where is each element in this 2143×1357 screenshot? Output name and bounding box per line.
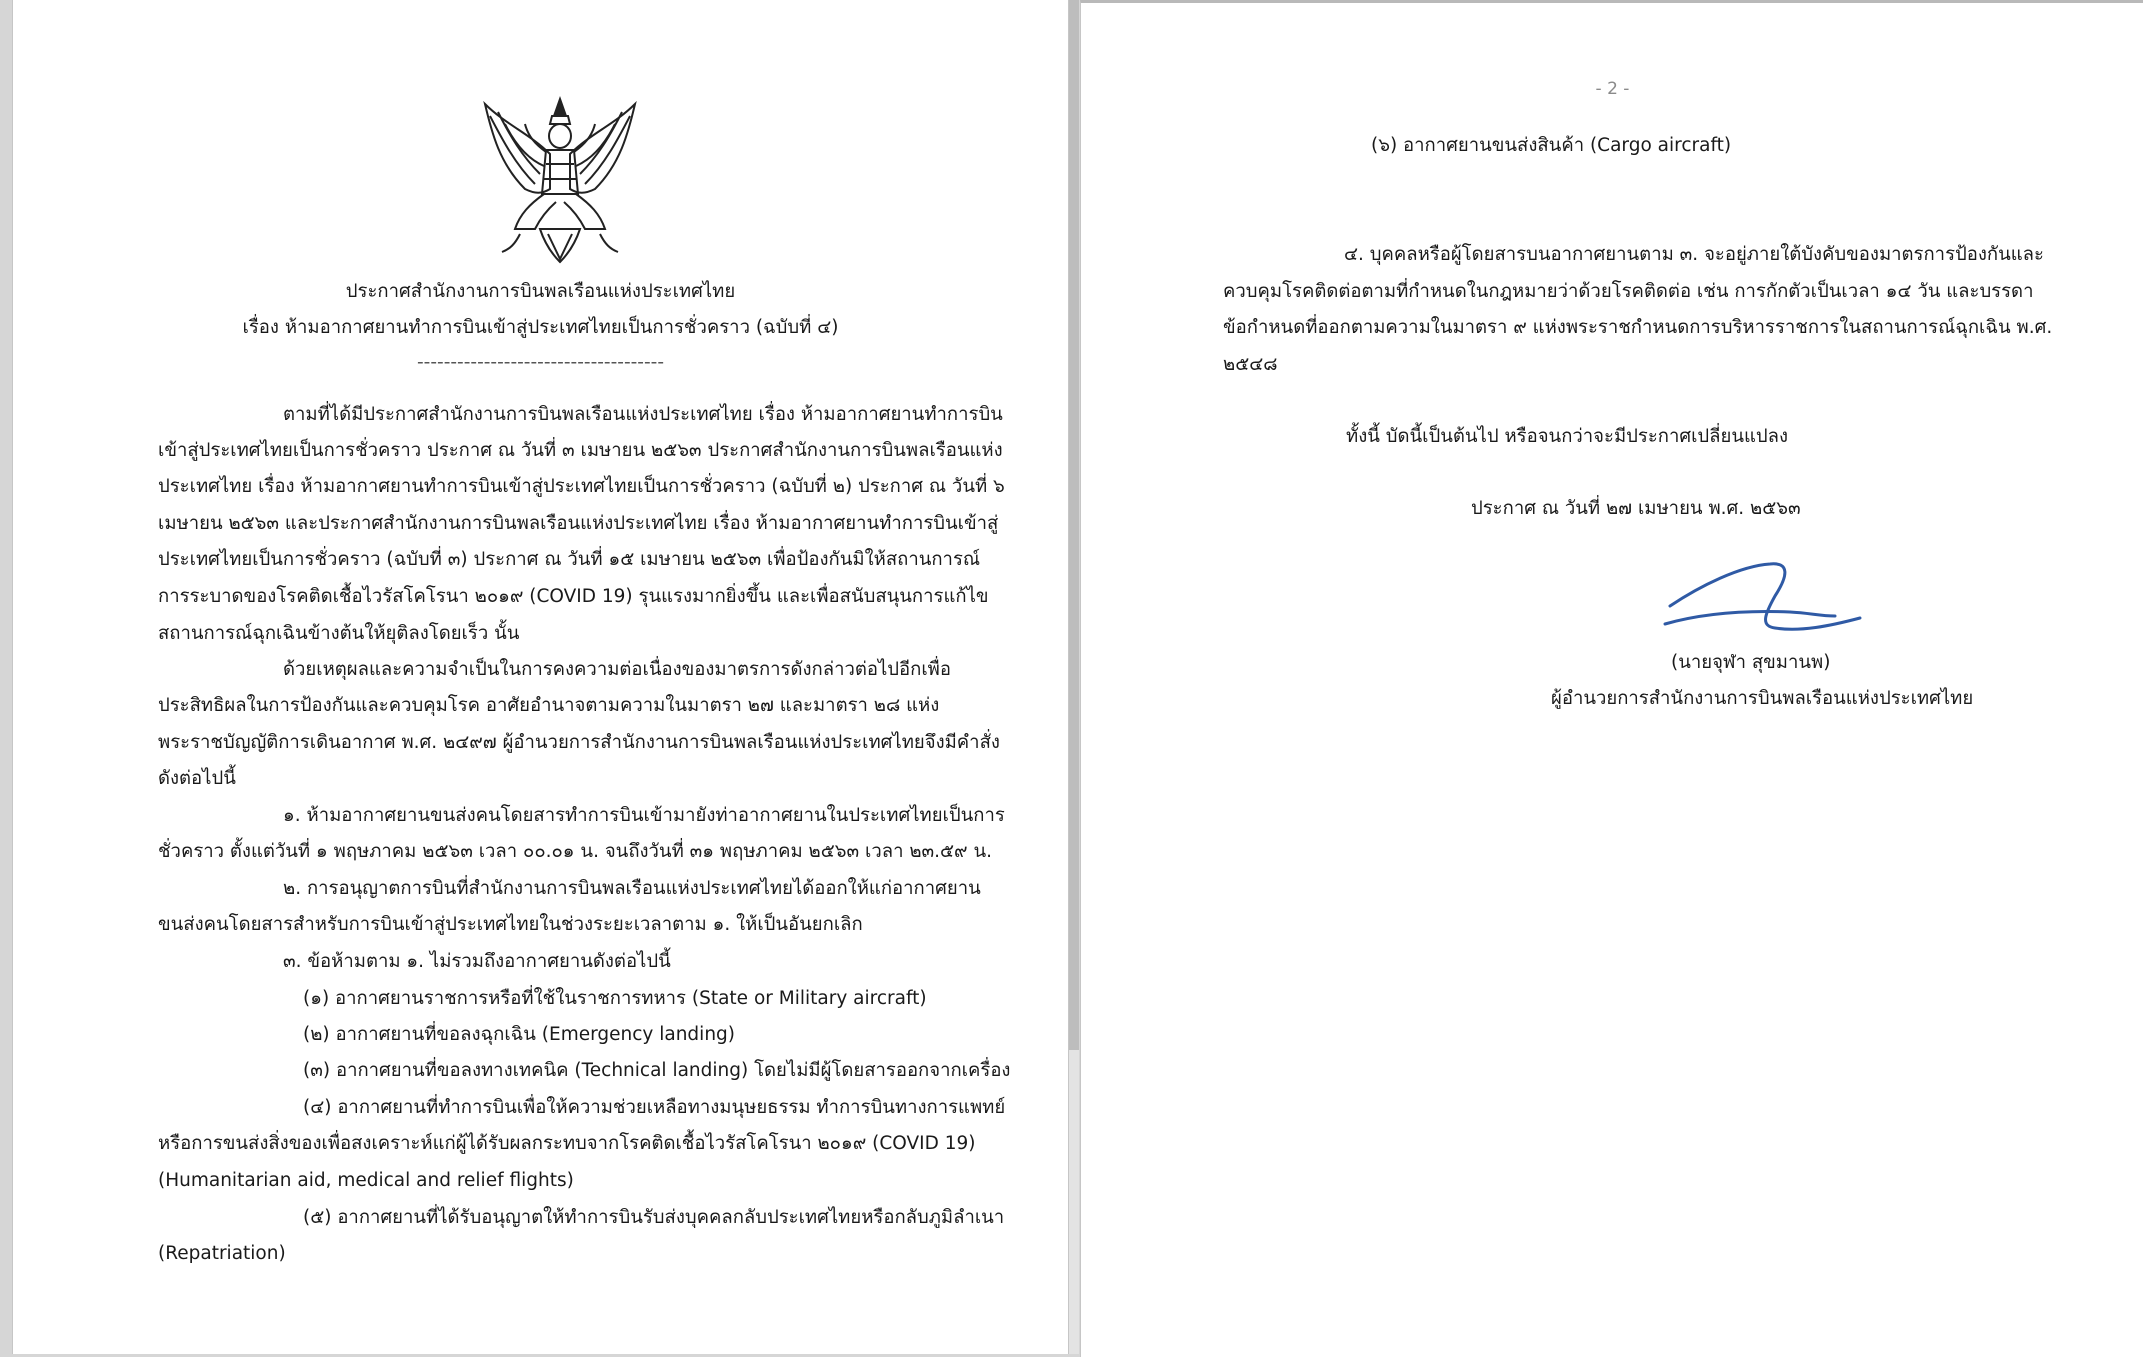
announcement-subject: เรื่อง ห้ามอากาศยานทำการบินเข้าสู่ประเทศไทยเป็นการชั่วคราว (ฉบับที่ ๔) — [242, 317, 839, 338]
body-line: ข้อกำหนดที่ออกตามความในมาตรา ๙ แห่งพระราชกำหนดการบริหารราชการในสถานการณ์ฉุกเฉิน พ.ศ. — [1223, 317, 2053, 338]
clause-2: ๒. การอนุญาตการบินที่สำนักงานการบินพลเรือนแห่งประเทศไทยได้ออกให้แก่อากาศยาน — [283, 878, 981, 899]
body-line: ตามที่ได้มีประกาศสำนักงานการบินพลเรือนแห่งประเทศไทย เรื่อง ห้ามอากาศยานทำการบิน — [283, 404, 1003, 425]
body-line: หรือการขนส่งสิ่งของเพื่อสงเคราะห์แก่ผู้ได้รับผลกระทบจากโรคติดเชื้อไวรัสโคโรนา ๒๐๑๙ (COVID 19) — [158, 1133, 976, 1154]
effective-clause: ทั้งนี้ บัดนี้เป็นต้นไป หรือจนกว่าจะมีประกาศเปลี่ยนแปลง — [1346, 426, 1789, 447]
announcement-date: ประกาศ ณ วันที่ ๒๗ เมษายน พ.ศ. ๒๕๖๓ — [1471, 498, 1801, 519]
document-page-1 — [12, 0, 1069, 1354]
exemption-item: (๒) อากาศยานที่ขอลงฉุกเฉิน (Emergency landing) — [303, 1024, 736, 1045]
body-line: สถานการณ์ฉุกเฉินข้างต้นให้ยุติลงโดยเร็ว นั้น — [158, 623, 520, 644]
exemption-item: (๑) อากาศยานราชการหรือที่ใช้ในราชการทหาร (State or Military aircraft) — [303, 988, 927, 1009]
body-line: ดังต่อไปนี้ — [158, 768, 236, 789]
exemption-item: (๓) อากาศยานที่ขอลงทางเทคนิค (Technical landing) โดยไม่มีผู้โดยสารออกจากเครื่อง — [303, 1060, 1011, 1081]
body-line: เมษายน ๒๕๖๓ และประกาศสำนักงานการบินพลเรือนแห่งประเทศไทย เรื่อง ห้ามอากาศยานทำการบินเข้าสู่ — [158, 513, 999, 534]
scrollbar-track[interactable] — [1068, 1050, 1079, 1354]
exemption-item: (๕) อากาศยานที่ได้รับอนุญาตให้ทำการบินรับส่งบุคคลกลับประเทศไทยหรือกลับภูมิลำเนา — [303, 1207, 1005, 1228]
signatory-position: ผู้อำนวยการสำนักงานการบินพลเรือนแห่งประเทศไทย — [1551, 688, 1974, 709]
body-line: (Repatriation) — [158, 1243, 286, 1264]
page-number: - 2 - — [1595, 79, 1630, 99]
exemption-item: (๔) อากาศยานที่ทำการบินเพื่อให้ความช่วยเหลือทางมนุษยธรรม ทำการบินทางการแพทย์ — [303, 1097, 1006, 1118]
body-line: ๒๕๔๘ — [1223, 354, 1278, 375]
body-line: ชั่วคราว ตั้งแต่วันที่ ๑ พฤษภาคม ๒๕๖๓ เวลา ๐๐.๐๑ น. จนถึงวันที่ ๓๑ พฤษภาคม ๒๕๖๓ เวลา ๒๓.๕๙ น. — [158, 841, 993, 862]
exemption-item: (๖) อากาศยานขนส่งสินค้า (Cargo aircraft) — [1371, 135, 1732, 156]
signature-icon — [1660, 556, 1870, 646]
body-line: พระราชบัญญัติการเดินอากาศ พ.ศ. ๒๔๙๗ ผู้อำนวยการสำนักงานการบินพลเรือนแห่งประเทศไทยจึงมีคำสั่ง — [158, 732, 1000, 753]
announcement-title: ประกาศสำนักงานการบินพลเรือนแห่งประเทศไทย — [345, 281, 736, 302]
clause-3: ๓. ข้อห้ามตาม ๑. ไม่รวมถึงอากาศยานดังต่อไปนี้ — [283, 951, 671, 972]
body-line: ด้วยเหตุผลและความจำเป็นในการคงความต่อเนื่องของมาตรการดังกล่าวต่อไปอีกเพื่อ — [283, 659, 951, 680]
body-line: (Humanitarian aid, medical and relief flights) — [158, 1170, 574, 1191]
title-divider: ------------------------------------- — [417, 352, 664, 373]
document-page-2 — [1080, 0, 2143, 1357]
body-line: ขนส่งคนโดยสารสำหรับการบินเข้าสู่ประเทศไทยในช่วงระยะเวลาตาม ๑. ให้เป็นอันยกเลิก — [158, 914, 863, 935]
garuda-emblem-icon — [479, 94, 641, 264]
body-line: ประเทศไทยเป็นการชั่วคราว (ฉบับที่ ๓) ประกาศ ณ วันที่ ๑๕ เมษายน ๒๕๖๓ เพื่อป้องกันมิให้สถานการณ์ — [158, 549, 981, 570]
body-line: เข้าสู่ประเทศไทยเป็นการชั่วคราว ประกาศ ณ วันที่ ๓ เมษายน ๒๕๖๓ ประกาศสำนักงานการบินพลเรือนแห่ง — [158, 440, 1003, 461]
signatory-name: (นายจุฬา สุขมานพ) — [1671, 652, 1831, 673]
scrollbar-thumb[interactable] — [1068, 0, 1079, 1050]
body-line: ควบคุมโรคติดต่อตามที่กำหนดในกฎหมายว่าด้วยโรคติดต่อ เช่น การกักตัวเป็นเวลา ๑๔ วัน และบรรดา — [1223, 281, 2034, 302]
body-line: ประสิทธิผลในการป้องกันและควบคุมโรค อาศัยอำนาจตามความในมาตรา ๒๗ และมาตรา ๒๘ แห่ง — [158, 695, 940, 716]
body-line: ประเทศไทย เรื่อง ห้ามอากาศยานทำการบินเข้าสู่ประเทศไทยเป็นการชั่วคราว (ฉบับที่ ๒) ประกาศ ณ วันที่ ๖ — [158, 476, 1005, 497]
body-line: การระบาดของโรคติดเชื้อไวรัสโคโรนา ๒๐๑๙ (COVID 19) รุนแรงมากยิ่งขึ้น และเพื่อสนับสนุนการแก้ไข — [158, 586, 989, 607]
clause-1: ๑. ห้ามอากาศยานขนส่งคนโดยสารทำการบินเข้ามายังท่าอากาศยานในประเทศไทยเป็นการ — [283, 805, 1005, 826]
clause-4: ๔. บุคคลหรือผู้โดยสารบนอากาศยานตาม ๓. จะอยู่ภายใต้บังคับของมาตรการป้องกันและ — [1344, 244, 2044, 265]
